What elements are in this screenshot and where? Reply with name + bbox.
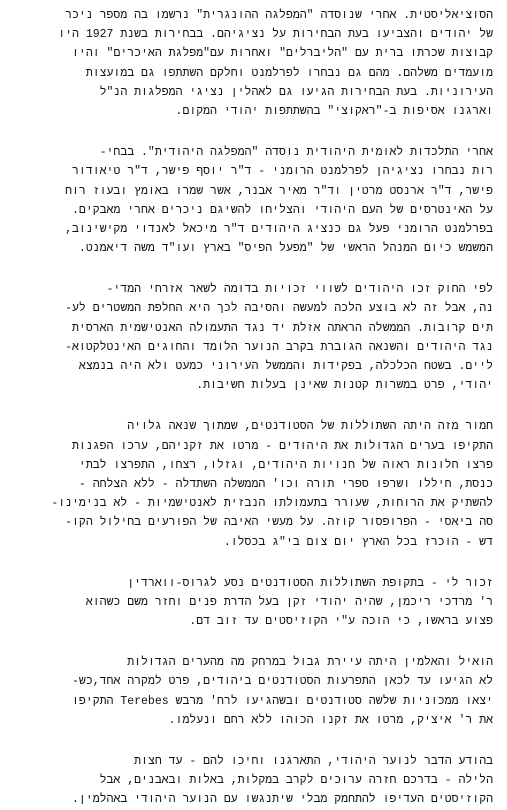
text-line: לפי החוק זכו היהודים לשווי זכויות בדומה לשאר אזרחי המדי- xyxy=(106,283,493,297)
text-line: חמור מזה היתה השתוללות של הסטודנטים, שמתוך שנאה גלויה xyxy=(127,420,493,434)
text-line: על האינטרסים של העם היהודי והצליחו להשיגם ניכרים אחרי מאבקים. xyxy=(72,203,493,217)
paragraph-gap xyxy=(12,631,493,653)
text-line: הואיל והאלמין היתה עיירת גבול במרחק מה מהערים הגדולות xyxy=(127,656,493,670)
paragraph-gap xyxy=(12,121,493,143)
text-line: בפרלמנט הרומני פעל גם כנציג היהודים ד"ר מיכאל לאנדוי מקישינוב, xyxy=(65,222,493,236)
paragraph-gap xyxy=(12,552,493,574)
paragraph-gap xyxy=(12,395,493,417)
text-line: מועמדים משלהם. מהם גם נבחרו לפרלמנט וחלקם השתתפו גם במועצות xyxy=(85,66,493,80)
text-line: ליים. בשטח הכלכלה, בפקידות והממשל העירוני כמעט ולא היה בנמצא xyxy=(78,360,493,373)
text-line: סה ביאסי - הפרופסור קוזה. על מעשי האיבה של הפורעים בחילול הקו- xyxy=(65,516,493,530)
paragraph-6 xyxy=(12,653,493,730)
text-line: את ר' איציק, מרטו את זקנו הכוהו ללא רחם ונעלמו. xyxy=(168,713,493,727)
text-line: לא הגיעו עד לכאן התפרעות הסטודנטים ביהודים, פרט למקרה אחד,כש- xyxy=(72,675,493,689)
text-line: וארגנו אסיפות ב-"ראקוצי" בהשתתפות יהודי המקום. xyxy=(175,104,493,118)
paragraph-2 xyxy=(12,143,493,258)
text-line: של יהודים והצביעו בעת הבחירות על נציגיהם. בבחירות בשנת 1927 היו xyxy=(58,28,493,42)
text-line: קבוצות שכרתו ברית עם "הליברלים" ואחרות עם"מפלגת האיכרים" והיו xyxy=(72,47,493,61)
text-line: כנסת, חיללו ושרפו ספרי תורה וכו' הממשלה השתדלה - ללא הצלחה - xyxy=(78,477,493,491)
text-line: להשתיק את הרוחות, שעורר בתעמולתו הנבזית לאנטישמיות - לא בנימינו- xyxy=(51,497,493,511)
text-line: זכור לי - בתקופת השתוללות הסטודנטים נסע לגרוס-ווארדין xyxy=(127,576,493,590)
paragraph-3 xyxy=(12,280,493,395)
text-line: רות נבחרו נציגיהן לפרלמנט הרומני - ד"ר יוסף פישר, ד"ר טיאודור xyxy=(72,165,493,179)
text-line: ר' מרדכי ריכמן, שהיה יהודי זקן בעל הדרת פנים וחזר משם כשהוא xyxy=(85,595,493,609)
paragraph-gap xyxy=(12,258,493,280)
text-line: פצוע בראשו, כי הוכה ע"י הקוזיסטים עד זוב דם. xyxy=(189,615,493,629)
text-line: העירוניות. בעת הבחירות הגיעו גם לאהלין נציגי המפלגות הנ"ל xyxy=(99,85,493,99)
paragraph-gap xyxy=(12,730,493,752)
paragraph-7 xyxy=(12,752,493,810)
paragraph-1 xyxy=(12,6,493,121)
paragraph-4 xyxy=(12,417,493,551)
text-line: המשמש כיום המנהל הראשי של "מפעל הפיס" בארץ ועו"ד משה דיאמנט. xyxy=(78,242,493,256)
text-line: יהודי, פרט במשרות קטנות שאינן בעלות חשיבות. xyxy=(196,379,493,393)
text-line: פרצו חלונות ראוה של חנויות היהודים, וגזלו, רצחו, התפרצו לבתי xyxy=(78,458,493,472)
text-line: דש - הוכרז בכל הארץ יום צום בי"ג בכסלו. xyxy=(223,535,493,549)
text-line: הלילה - בדרכם חזרה ערוכים לקרב במקלות, באלות ובאבנים, אבל xyxy=(99,774,493,788)
text-line: התקיפו בערים הגדולות את היהודים - מרטו את זקניהם, ערכו הפגנות xyxy=(72,439,493,453)
text-line: תים קרובות. הממשלה הראתה אזלת יד נגד התעמולה האנטישמית הארסית xyxy=(72,321,493,335)
text-line: פישר, ד"ר ארנסט מרטין וד"ר מאיר אבנר, אשר שמרו באומץ ובעוז רוח xyxy=(65,184,493,198)
text-line: יצאו ממכוניות שלשה סטודנטים ובשהגיעו לרח' מרבש Terebes התקיפו xyxy=(72,694,493,708)
text-line: אחרי התלכדות לאומית היהודית נוסדה "המפלגה היהודית". בבחי- xyxy=(99,146,493,160)
paragraph-5 xyxy=(12,574,493,632)
text-line: בהודע הדבר לנוער היהודי, התארגנו וחיכו להם - עד חצות xyxy=(134,755,493,768)
text-line: הסוציאליסטית. אחרי שנוסדה "המפלגה ההונגרית" נרשמו בה מספר ניכר xyxy=(65,9,493,22)
text-line: נה, אבל זה לא בוצע הלכה למעשה והסיבה לכך היא החלפת המשטרים לע- xyxy=(65,302,493,316)
text-line: נגד היהודים והשנאה הגוברת בקרב הנוער הלומד והחוגים האינטלקטוא- xyxy=(65,340,493,354)
text-line: הקוזיסטים העדיפו להתחמק מבלי שיתנגשו עם הנוער היהודי באהלמין. xyxy=(72,793,493,807)
